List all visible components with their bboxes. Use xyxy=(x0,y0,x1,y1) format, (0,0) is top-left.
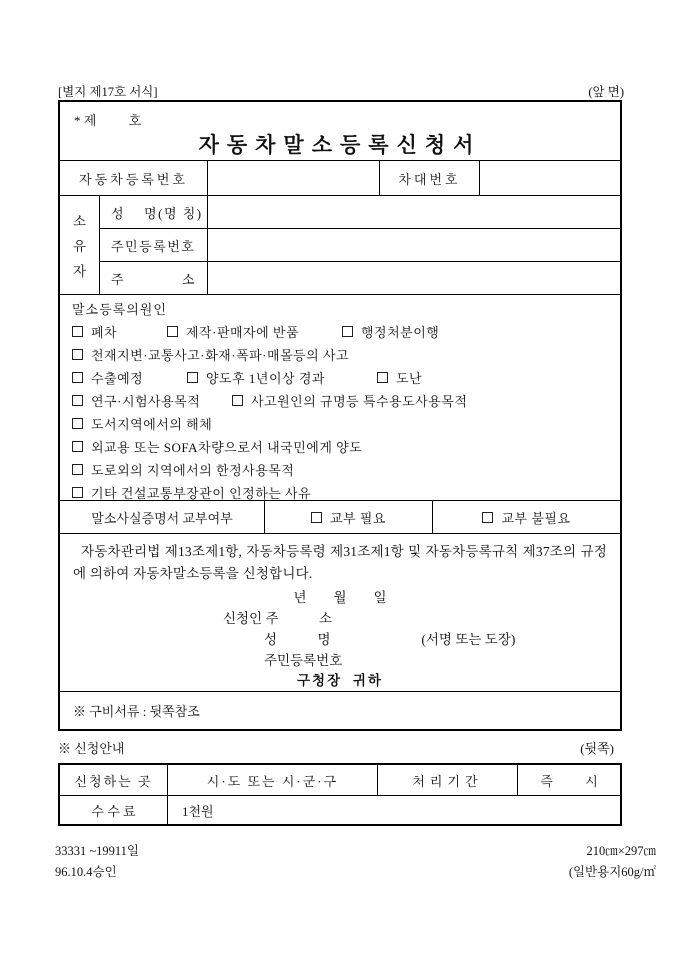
checkbox-item[interactable] xyxy=(72,322,167,341)
checkbox-label: 도로외의 지역에서의 한정사용목적 xyxy=(91,463,295,478)
owner-group-label xyxy=(60,196,100,294)
vin-field[interactable] xyxy=(480,161,620,195)
reason-line xyxy=(72,320,608,343)
reason-line xyxy=(72,343,608,366)
checkbox-icon[interactable] xyxy=(377,372,388,383)
recipient-line: 구청장 귀하 xyxy=(297,673,383,688)
checkbox-label: 도난 xyxy=(396,371,423,386)
vehicle-reg-number-field[interactable] xyxy=(208,161,380,195)
apply-place-label: 신청하는 곳 xyxy=(60,765,168,795)
reason-line xyxy=(72,366,608,389)
required-documents-note: ※ 구비서류 : 뒷쪽참조 xyxy=(73,704,200,719)
checkbox-icon[interactable] xyxy=(72,326,83,337)
footer-right xyxy=(569,841,656,883)
vin-label: 차대번호 xyxy=(380,161,480,195)
certificate-issue-label: 말소사실증명서 교부여부 xyxy=(60,501,265,533)
checkbox-icon[interactable] xyxy=(232,395,243,406)
apply-place-value: 시·도 또는 시·군·구 xyxy=(168,765,378,795)
reasons-heading: 말소등록의원인 xyxy=(72,302,167,317)
owner-char: 자 xyxy=(72,264,87,279)
owner-id-field[interactable] xyxy=(208,229,620,261)
footer-approval-date: 96.10.4승인 xyxy=(55,865,117,879)
vehicle-reg-number-label: 자동차등록번호 xyxy=(60,161,208,195)
fee-value: 1천원 xyxy=(182,803,214,819)
applicant-name-label[interactable]: 성 명 xyxy=(264,632,331,647)
applicant-id-row xyxy=(223,650,620,671)
checkbox-label: 수출예정 xyxy=(91,371,144,386)
deregistration-reasons-section xyxy=(60,295,620,501)
checkbox-item[interactable] xyxy=(187,368,377,387)
owner-section xyxy=(60,196,620,295)
guide-table-row-place xyxy=(60,765,620,796)
checkbox-item[interactable] xyxy=(72,437,362,456)
checkbox-icon[interactable] xyxy=(72,441,83,452)
registration-number-row xyxy=(60,161,620,196)
checkbox-label: 교부 불필요 xyxy=(501,510,571,526)
page-annotation xyxy=(58,82,624,100)
checkbox-icon[interactable] xyxy=(72,372,83,383)
owner-address-field[interactable] xyxy=(208,262,620,294)
applicant-address-label[interactable]: 주 소 xyxy=(265,611,333,626)
owner-char: 소 xyxy=(72,214,87,229)
owner-name-row xyxy=(100,196,620,229)
date-line[interactable]: 년 월 일 xyxy=(293,590,387,605)
footer-paper-spec: (일반용지60g/㎡ xyxy=(568,865,656,879)
checkbox-item[interactable] xyxy=(72,345,349,364)
form-code-label: [별지 제17호 서식] xyxy=(58,85,158,99)
checkbox-icon[interactable] xyxy=(167,326,178,337)
checkbox-icon[interactable] xyxy=(482,512,493,523)
checkbox-item[interactable] xyxy=(72,414,212,433)
document-number-field[interactable]: * 제 호 xyxy=(74,113,142,128)
front-side-label: (앞 면) xyxy=(588,85,624,99)
certificate-needed-option[interactable] xyxy=(265,501,433,533)
owner-address-label: 주 소 xyxy=(100,262,208,294)
checkbox-icon[interactable] xyxy=(72,418,83,429)
checkbox-item[interactable] xyxy=(167,322,342,341)
checkbox-icon[interactable] xyxy=(72,487,83,498)
checkbox-icon[interactable] xyxy=(342,326,353,337)
guide-heading: ※ 신청안내 xyxy=(58,741,125,756)
footer-paper-size: 210㎝×297㎝ xyxy=(586,844,656,858)
certificate-issue-row xyxy=(60,501,620,534)
checkbox-item[interactable] xyxy=(72,368,187,387)
guide-header xyxy=(58,738,622,757)
reason-line xyxy=(72,435,608,458)
footer-left xyxy=(55,841,139,883)
checkbox-label: 행정처분이행 xyxy=(361,325,440,340)
checkbox-label: 사고원인의 규명등 특수용도사용목적 xyxy=(251,394,468,409)
reason-line xyxy=(72,458,608,481)
signature-note: (서명 또는 도장) xyxy=(421,632,516,647)
applicant-prefix: 신청인 xyxy=(223,611,263,626)
checkbox-icon[interactable] xyxy=(72,464,83,475)
owner-char: 유 xyxy=(72,239,87,254)
processing-time-value: 즉 시 xyxy=(540,773,598,789)
reason-line xyxy=(72,412,608,435)
applicant-name-row xyxy=(223,629,620,650)
back-side-label: (뒷쪽) xyxy=(580,741,614,756)
footer-print-code: 33331 ~19911일 xyxy=(55,844,139,858)
checkbox-label: 양도후 1년이상 경과 xyxy=(206,371,325,386)
checkbox-item[interactable] xyxy=(377,368,422,387)
checkbox-label: 폐차 xyxy=(91,325,118,340)
title-section xyxy=(60,102,620,161)
processing-time-label: 처리기간 xyxy=(378,765,518,795)
checkbox-icon[interactable] xyxy=(72,395,83,406)
checkbox-label: 외교용 또는 SOFA차량으로서 내국민에게 양도 xyxy=(91,440,363,455)
checkbox-label: 기타 건설교통부장관이 인정하는 사유 xyxy=(91,486,312,501)
checkbox-item[interactable] xyxy=(72,391,232,410)
owner-id-label: 주민등록번호 xyxy=(100,229,208,261)
checkbox-icon[interactable] xyxy=(72,349,83,360)
reason-line xyxy=(72,389,608,412)
owner-name-field[interactable] xyxy=(208,196,620,228)
guide-table-row-fee xyxy=(60,796,620,824)
guide-table xyxy=(58,763,622,826)
declaration-section xyxy=(60,534,620,692)
page-footer xyxy=(55,841,656,883)
checkbox-label: 제작·판매자에 반품 xyxy=(186,325,300,340)
certificate-not-needed-option[interactable] xyxy=(433,501,620,533)
checkbox-label: 교부 필요 xyxy=(330,510,386,526)
owner-address-row xyxy=(100,262,620,294)
checkbox-label: 연구·시험사용목적 xyxy=(91,394,201,409)
applicant-id-label[interactable]: 주민등록번호 xyxy=(264,653,343,668)
checkbox-label: 천재지변·교통사고·화재·폭파·매몰등의 사고 xyxy=(91,348,350,363)
checkbox-item[interactable] xyxy=(72,483,311,502)
application-form xyxy=(58,100,622,731)
fee-label: 수 수 료 xyxy=(60,796,168,824)
checkbox-icon[interactable] xyxy=(311,512,322,523)
checkbox-item[interactable] xyxy=(72,460,294,479)
applicant-block xyxy=(223,608,620,671)
form-title: 자동차말소등록신청서 xyxy=(198,133,482,157)
declaration-text: 자동차관리법 제13조제1항, 자동차등록령 제31조제1항 및 자동차등록규칙 제37조의 규정에 의하여 자동차말소등록을 신청합니다. xyxy=(73,544,607,581)
checkbox-label: 도서지역에서의 해체 xyxy=(91,417,213,432)
applicant-address-row xyxy=(223,608,620,629)
checkbox-icon[interactable] xyxy=(187,372,198,383)
owner-id-row xyxy=(100,229,620,262)
owner-name-label: 성 명(명 칭) xyxy=(100,196,208,228)
checkbox-item[interactable] xyxy=(342,322,439,341)
checkbox-item[interactable] xyxy=(232,391,467,410)
